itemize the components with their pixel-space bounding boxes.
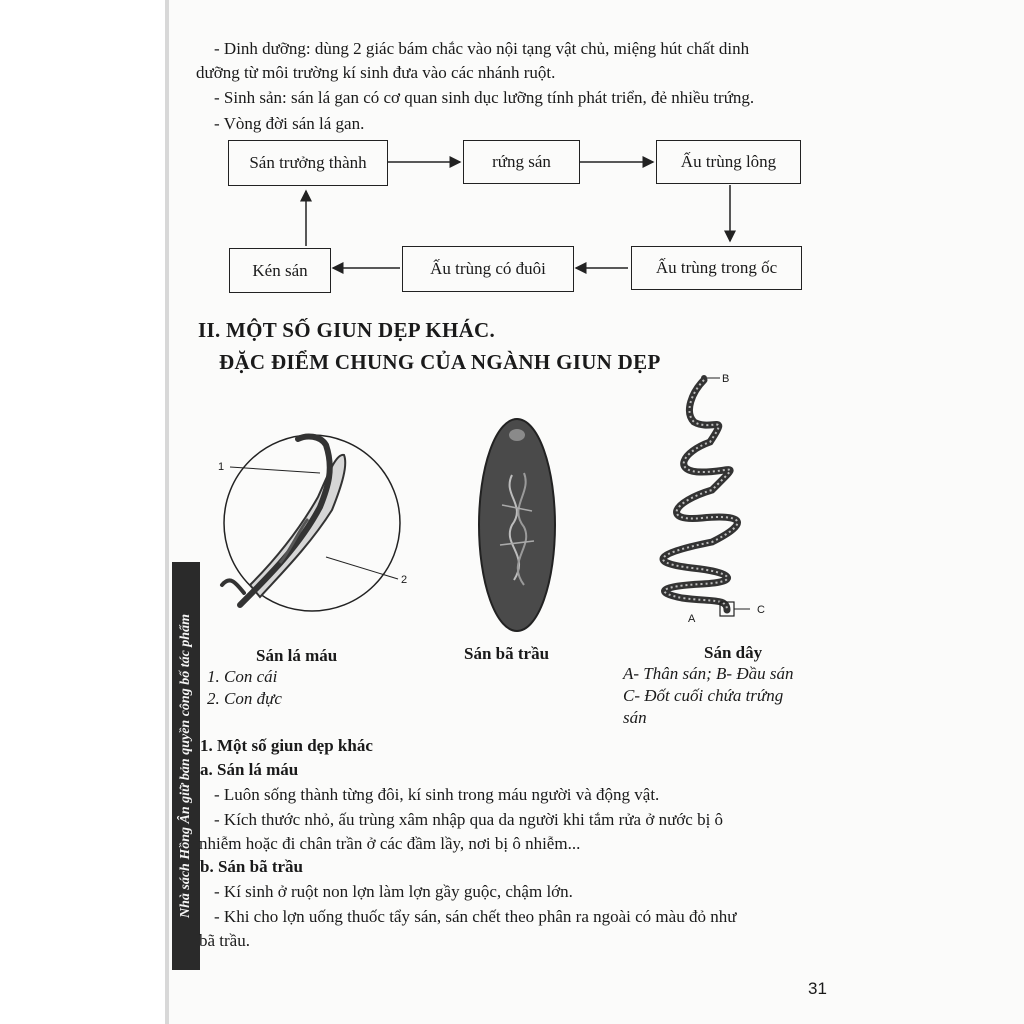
box-larva-in-snail: Ấu trùng trong ốc	[631, 246, 802, 290]
blood-fluke-caption: Sán lá máu	[256, 646, 338, 665]
tapeworm-label-c: C	[757, 604, 765, 616]
pig-fluke-caption: Sán bã trầu	[464, 644, 550, 663]
blood-fluke-illustration	[210, 415, 410, 615]
part-1-heading: 1. Một số giun dẹp khác	[200, 736, 373, 755]
box-tailed-larva: Ấu trùng có đuôi	[402, 246, 574, 292]
side-banner-text: Nhà sách Hồng Ân giữ bản quyền công bố tác phẩm	[178, 614, 193, 918]
blood-fluke-line-1: - Luôn sống thành từng đôi, kí sinh trong máu người và động vật.	[214, 785, 660, 804]
tapeworm-illustration	[632, 372, 772, 622]
pig-fluke-line-1: - Kí sinh ở ruột non lợn làm lợn gầy guộc, chậm lớn.	[214, 882, 573, 901]
nutrition-line-2: dưỡng từ môi trường kí sinh đưa vào các nhánh ruột.	[196, 63, 556, 82]
lifecycle-intro: - Vòng đời sán lá gan.	[214, 114, 365, 133]
section-2-title: II. MỘT SỐ GIUN DẸP KHÁC.	[198, 318, 496, 342]
blood-fluke-line-2: - Kích thước nhỏ, ấu trùng xâm nhập qua da người khi tắm rửa ở nước bị ô	[214, 810, 724, 829]
blood-fluke-label-1: 1	[218, 461, 225, 473]
section-2-subtitle: ĐẶC ĐIỂM CHUNG CỦA NGÀNH GIUN DẸP	[219, 350, 661, 374]
blood-fluke-legend-female: 1. Con cái	[207, 667, 278, 686]
tapeworm-label-b: B	[722, 373, 730, 385]
tapeworm-legend-2: C- Đốt cuối chứa trứng	[623, 686, 784, 705]
tapeworm-legend-1: A- Thân sán; B- Đầu sán	[623, 664, 794, 683]
pig-fluke-heading: b. Sán bã trầu	[200, 857, 303, 876]
reproduction-line: - Sinh sản: sán lá gan có cơ quan sinh dục lưỡng tính phát triển, đẻ nhiều trứng.	[214, 88, 755, 107]
box-ciliated-larva: Ấu trùng lông	[656, 140, 801, 184]
blood-fluke-heading: a. Sán lá máu	[200, 760, 299, 779]
box-adult-fluke: Sán trưởng thành	[228, 140, 388, 186]
blood-fluke-label-2: 2	[401, 574, 408, 586]
pig-fluke-line-2: - Khi cho lợn uống thuốc tẩy sán, sán chết theo phân ra ngoài có màu đỏ như	[214, 907, 737, 926]
tapeworm-caption: Sán dây	[704, 643, 763, 662]
nutrition-line-1: - Dinh dưỡng: dùng 2 giác bám chắc vào nội tạng vật chủ, miệng hút chất dinh	[214, 39, 750, 58]
tapeworm-legend-3: sán	[623, 708, 647, 727]
box-cyst: Kén sán	[229, 248, 331, 293]
blood-fluke-legend-male: 2. Con đực	[207, 689, 282, 708]
page-number: 31	[808, 979, 827, 998]
box-eggs: rứng sán	[463, 140, 580, 184]
tapeworm-label-a: A	[688, 613, 696, 625]
pig-fluke-illustration	[472, 415, 562, 635]
blood-fluke-line-3: nhiễm hoặc đi chân trần ở các đầm lầy, nơi bị ô nhiễm...	[199, 834, 581, 853]
pig-fluke-line-3: bã trầu.	[199, 931, 250, 950]
